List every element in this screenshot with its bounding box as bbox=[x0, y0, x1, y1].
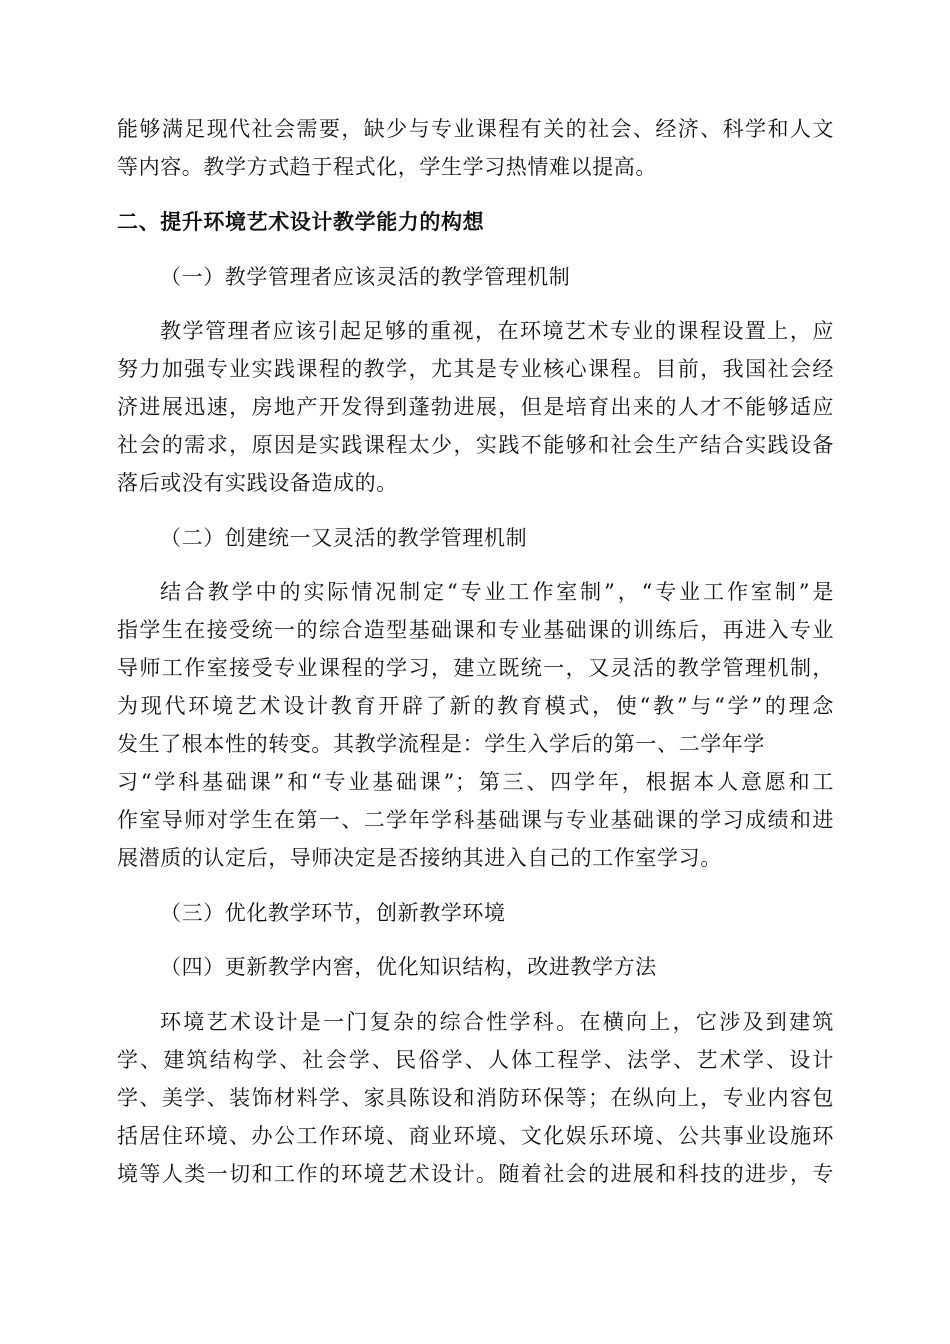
para1-line-5: 落后或没有实践设备造成的。 bbox=[117, 471, 398, 495]
subsection-heading-2: （二）创建统一又灵活的教学管理机制 bbox=[160, 526, 528, 550]
subsection-heading-1: （一）教学管理者应该灵活的教学管理机制 bbox=[160, 265, 571, 289]
para2-line-7: 作室导师对学生在第一、二学年学科基础课与专业基础课的学习成绩和进 bbox=[117, 808, 834, 832]
para3-line-4: 括居住环境、办公工作环境、商业环境、文化娱乐环境、公共事业设施环 bbox=[117, 1124, 834, 1148]
intro-line-2: 等内容。教学方式趋于程式化，学生学习热情难以提高。 bbox=[117, 155, 657, 179]
para1-line-1: 教学管理者应该引起足够的重视，在环境艺术专业的课程设置上，应 bbox=[160, 319, 834, 343]
section-heading: 二、提升环境艺术设计教学能力的构想 bbox=[117, 210, 485, 234]
para2-line-2: 指学生在接受统一的综合造型基础课和专业基础课的训练后，再进入专业 bbox=[117, 618, 834, 642]
para2-line-3: 导师工作室接受专业课程的学习，建立既统一，又灵活的教学管理机制， bbox=[117, 656, 834, 680]
para1-line-4: 社会的需求，原因是实践课程太少，实践不能够和社会生产结合实践设备 bbox=[117, 433, 834, 457]
para3-line-3: 学、美学、装饰材料学、家具陈设和消防环保等；在纵向上，专业内容包 bbox=[117, 1086, 834, 1110]
subsection-heading-4: （四）更新教学内窖，优化知识结构，改进教学方法 bbox=[160, 955, 657, 979]
subsection-heading-3: （三）优化教学环节，创新教学环境 bbox=[160, 901, 506, 925]
para2-line-1: 结合教学中的实际情况制定“专业工作室制”，“专业工作室制”是 bbox=[160, 580, 834, 604]
para2-line-6: 习“学科基础课”和“专业基础课”；第三、四学年，根据本人意愿和工 bbox=[117, 770, 834, 794]
para1-line-3: 济进展迅速，房地产开发得到蓬勃进展，但是培育出来的人才不能够适应 bbox=[117, 395, 834, 419]
para3-line-2: 学、建筑结构学、社会学、民俗学、人体工程学、法学、艺术学、设计 bbox=[117, 1048, 834, 1072]
intro-line-1: 能够满足现代社会需要，缺少与专业课程有关的社会、经济、科学和人文 bbox=[117, 117, 834, 141]
para2-line-5: 发生了根本性的转变。其教学流程是：学生入学后的第一、二学年学 bbox=[117, 732, 765, 756]
para1-line-2: 努力加强专业实践课程的教学，尤其是专业核心课程。目前，我国社会经 bbox=[117, 357, 834, 381]
para3-line-5: 境等人类一切和工作的环境艺术设计。随着社会的进展和科技的进步，专 bbox=[117, 1162, 834, 1186]
para2-line-8: 展潜质的认定后，导师决定是否接纳其进入自己的工作室学习。 bbox=[117, 846, 722, 870]
para2-line-4: 为现代环境艺术设计教育开辟了新的教育模式，使“教”与“学”的理念 bbox=[117, 694, 834, 718]
para3-line-1: 环境艺术设计是一门复杂的综合性学科。在横向上，它涉及到建筑 bbox=[160, 1010, 834, 1034]
